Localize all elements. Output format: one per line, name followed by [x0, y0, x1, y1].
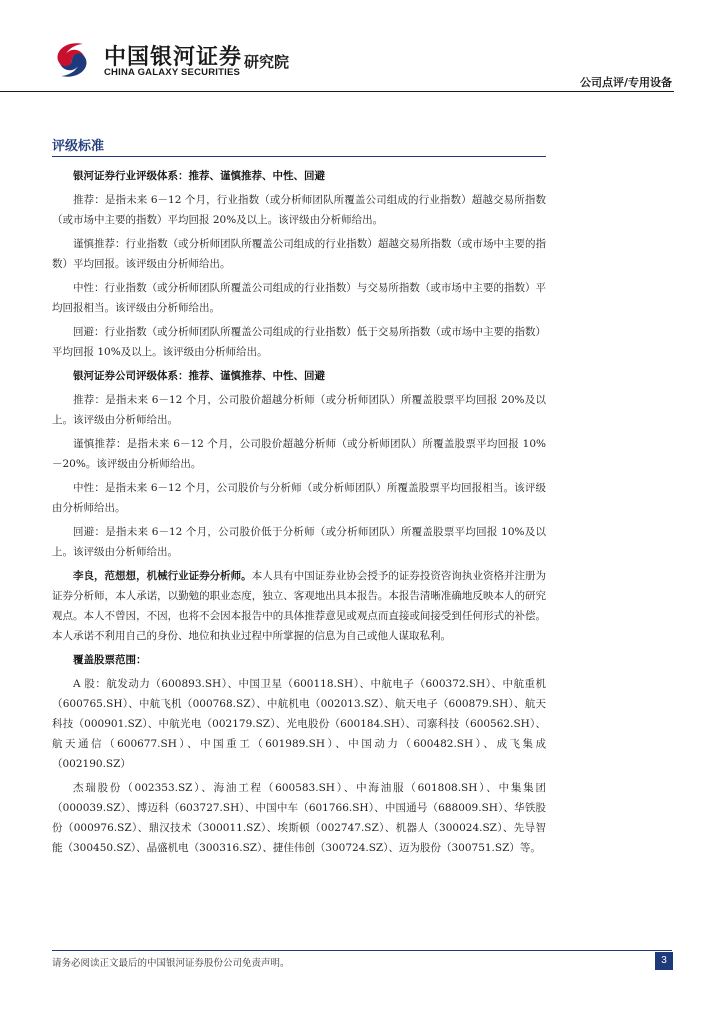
company-rating-recommend: 推荐：是指未来 6－12 个月，公司股价超越分析师（或分析师团队）所覆盖股票平均回报 20%及以上。该评级由分析师给出。 [52, 394, 546, 426]
coverage-title: 覆盖股票范围： [73, 654, 147, 666]
logo-cn-text: 中国银河证券 [104, 45, 243, 70]
analyst-text: 本人具有中国证券业协会授予的证券投资咨询执业资格并注册为证券分析师，本人承诺，以勤勉的职业态度，独立、客观地出具本报告。本报告清晰准确地反映本人的研究观点。本人不曾因，不因，也将不会因本报告中的具体推荐意见或观点而直接或间接受到任何形式的补偿。本人承诺不利用自己的身份、地位和执业过程中所掌握的信息为自己或他人谋取私利。 [52, 570, 547, 642]
section-divider [52, 156, 546, 157]
company-rating-cautious: 谨慎推荐：是指未来 6－12 个月，公司股价超越分析师（或分析师团队）所覆盖股票平均回报 10%－20%。该评级由分析师给出。 [52, 438, 546, 470]
company-rating-neutral: 中性：是指未来 6－12 个月，公司股价与分析师（或分析师团队）所覆盖股票平均回报相当。该评级由分析师给出。 [52, 482, 546, 514]
industry-rating-neutral: 中性：行业指数（或分析师团队所覆盖公司组成的行业指数）与交易所指数（或市场中主要的指数）平均回报相当。该评级由分析师给出。 [52, 282, 546, 314]
report-type: 公司点评/专用设备 [579, 76, 672, 89]
logo-en-text: CHINA GALAXY SECURITIES [104, 67, 241, 78]
industry-rating-cautious: 谨慎推荐：行业指数（或分析师团队所覆盖公司组成的行业指数）超越交易所指数（或市场中主要的指数）平均回报。该评级由分析师给出。 [52, 238, 546, 270]
company-rating-heading: 银河证券公司评级体系：推荐、谨慎推荐、中性、回避 [73, 370, 325, 382]
institute-label: 研究院 [244, 53, 290, 71]
industry-rating-recommend: 推荐：是指未来 6－12 个月，行业指数（或分析师团队所覆盖公司组成的行业指数）超越交易所指数（或市场中主要的指数）平均回报 20%及以上。该评级由分析师给出。 [52, 194, 546, 226]
galaxy-logo-icon [50, 38, 94, 82]
page-number: 3 [655, 952, 673, 970]
industry-rating-avoid: 回避：行业指数（或分析师团队所覆盖公司组成的行业指数）低于交易所指数（或市场中主要的指数）平均回报 10%及以上。该评级由分析师给出。 [52, 326, 546, 358]
analyst-statement [52, 566, 546, 646]
page-content [52, 166, 546, 862]
analyst-names: 李良，范想想，机械行业证券分析师。 [73, 570, 252, 582]
footer-disclaimer: 请务必阅读正文最后的中国银河证券股份公司免责声明。 [52, 958, 290, 969]
header-divider [0, 91, 674, 92]
footer-divider [52, 950, 672, 951]
coverage-a-shares: A 股：航发动力（600893.SH）、中国卫星（600118.SH）、中航电子（600372.SH）、中航重机（600765.SH）、中航飞机（000768.SZ）、中航机电（002013.SZ）、航天电子（600879.SH）、航天科技（000901.SZ）、中航光电（002179.SZ）、光电股份（600184.SH）、司寨科技（600562.SH）、航天通信（600677.SH）、中国重工（601989.SH）、中国动力（600482.SH）、成飞集成（002190.SZ） [52, 678, 546, 770]
section-title: 评级标准 [52, 139, 105, 154]
coverage-others: 杰瑞股份（002353.SZ）、海油工程（600583.SH）、中海油服（601808.SH）、中集集团（000039.SZ）、博迈科（603727.SH）、中国中车（601766.SH）、中国通号（688009.SH）、华铁股份（000976.SZ）、鼎汉技术（300011.SZ）、埃斯顿（002747.SZ）、机器人（300024.SZ）、先导智能（300450.SZ）、晶盛机电（300316.SZ）、捷佳伟创（300724.SZ）、迈为股份（300751.SZ）等。 [52, 782, 546, 854]
page-header [0, 0, 724, 92]
industry-rating-heading: 银河证券行业评级体系：推荐、谨慎推荐、中性、回避 [73, 170, 325, 182]
company-rating-avoid: 回避：是指未来 6－12 个月，公司股价低于分析师（或分析师团队）所覆盖股票平均回报 10%及以上。该评级由分析师给出。 [52, 526, 546, 558]
